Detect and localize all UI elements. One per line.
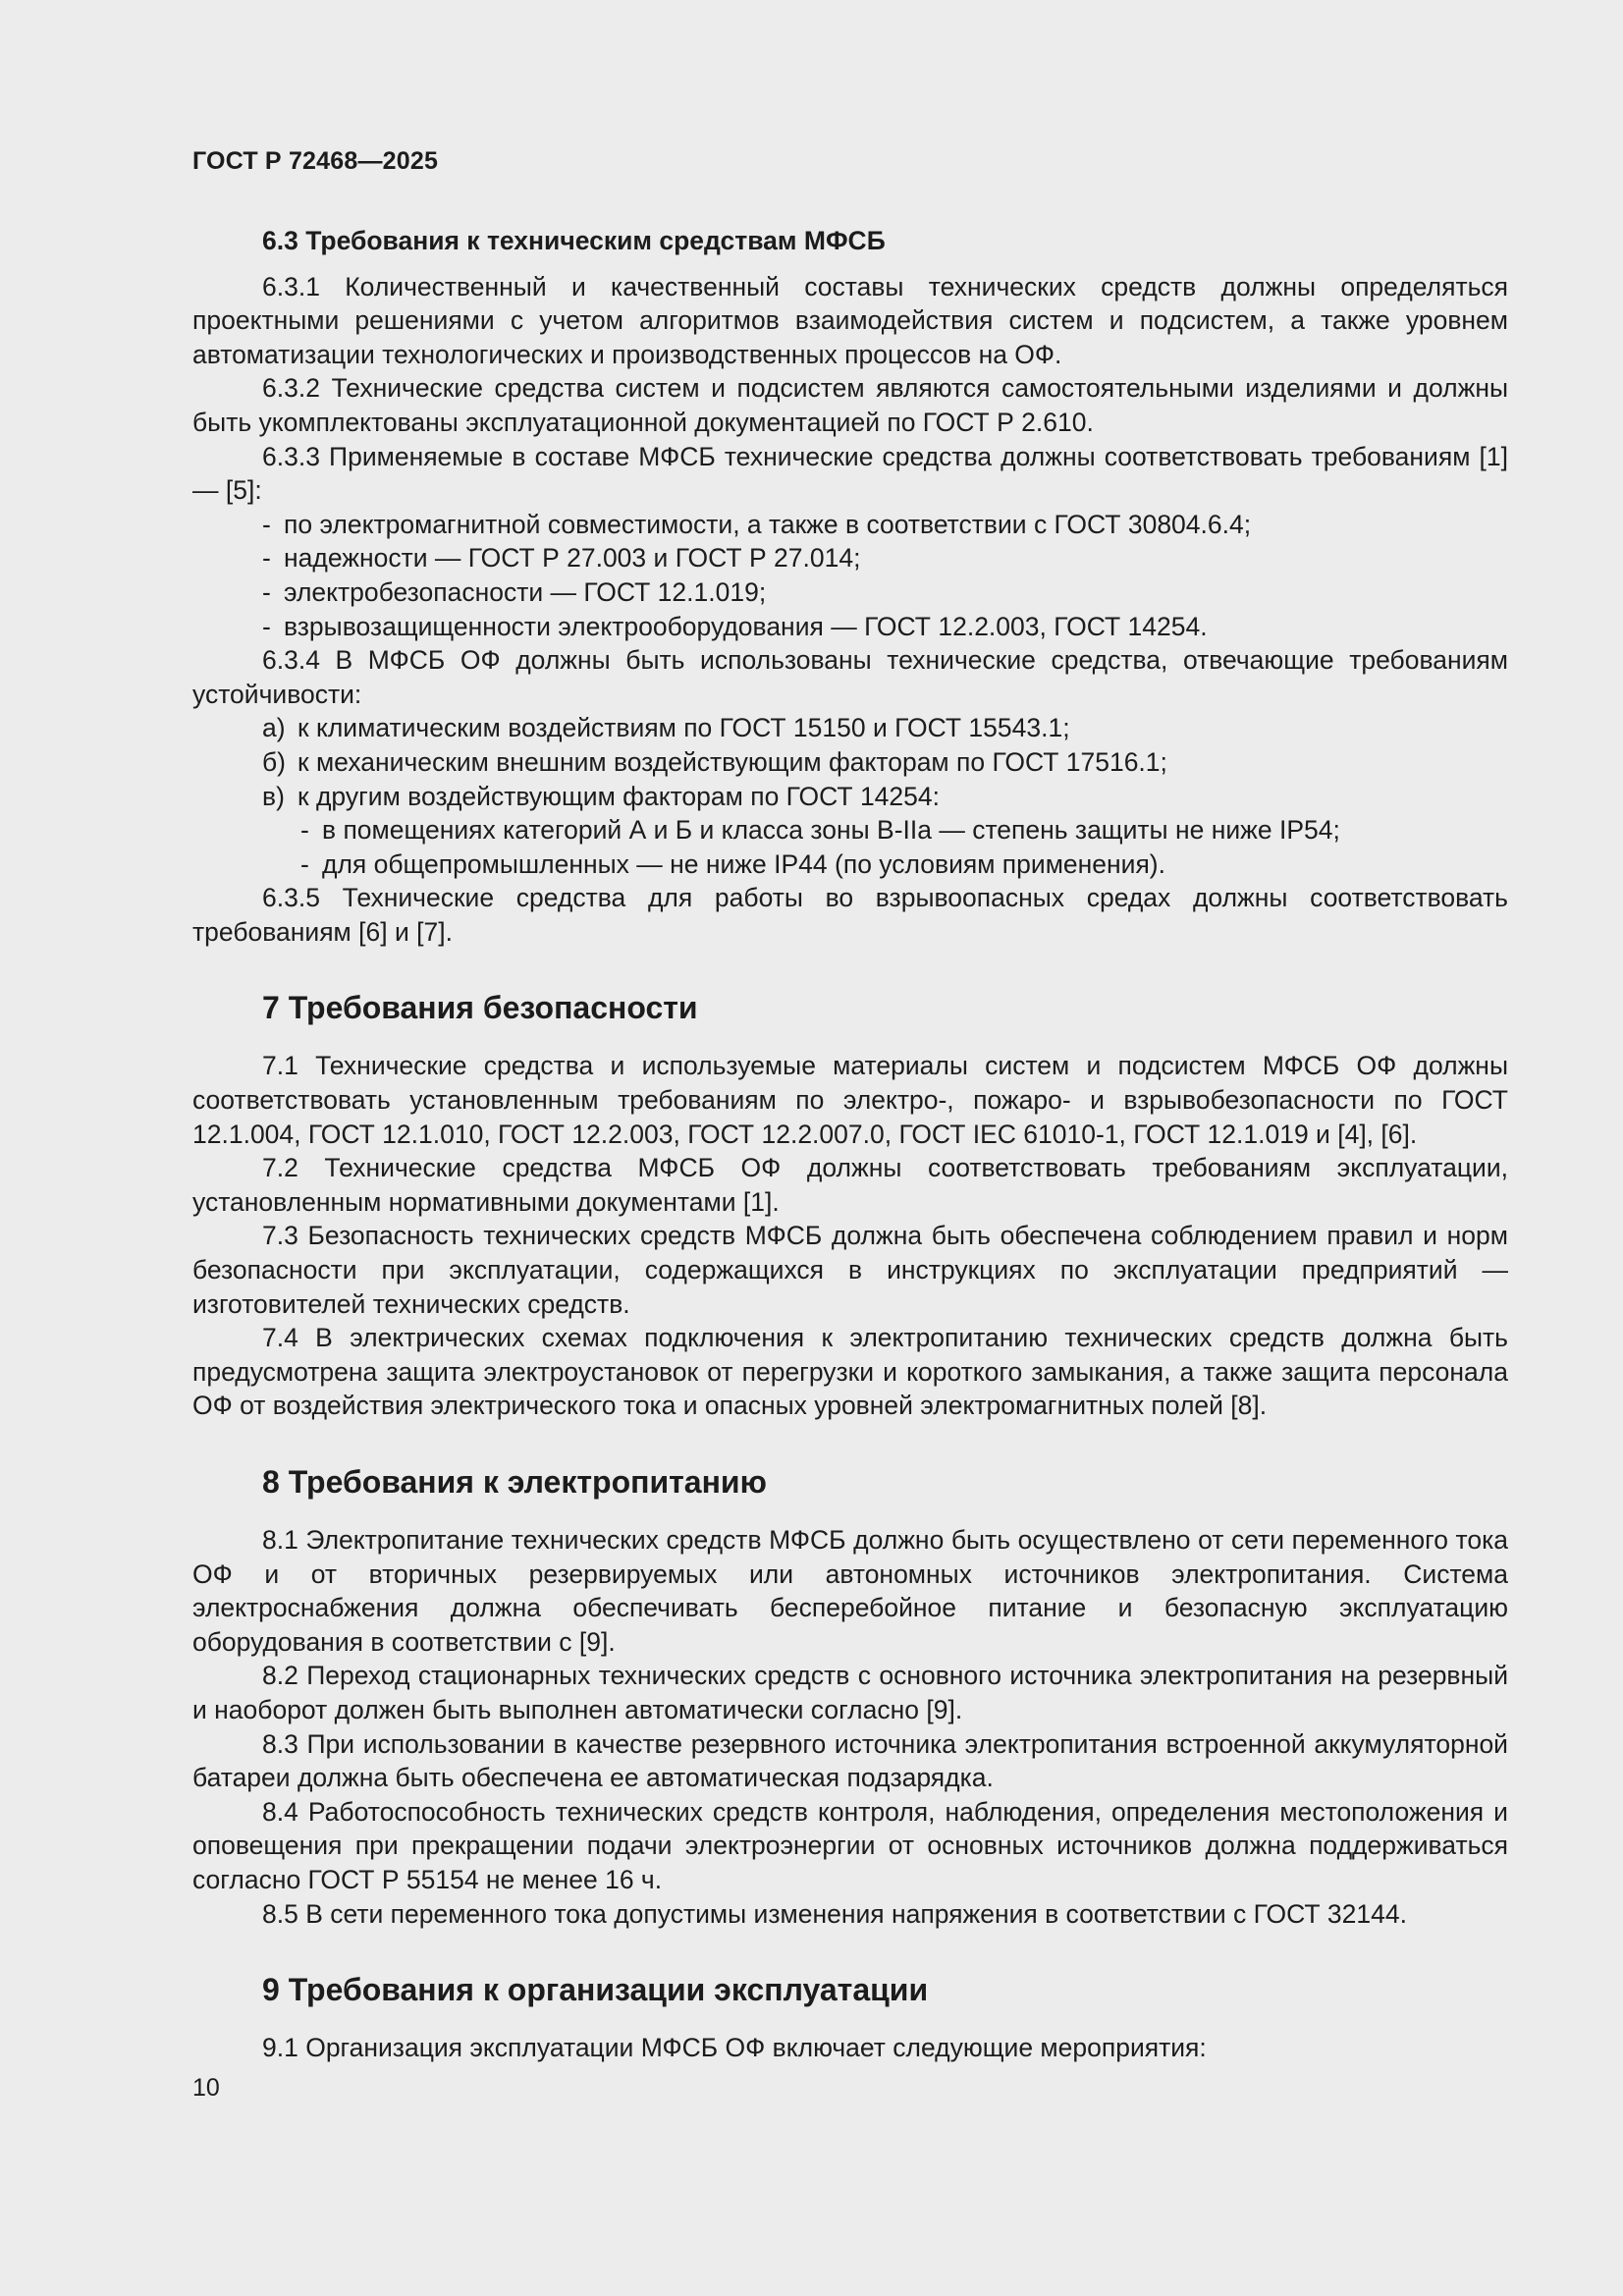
page-number: 10 xyxy=(192,2074,220,2102)
list-item-text: надежности — ГОСТ Р 27.003 и ГОСТ Р 27.014; xyxy=(284,543,861,574)
paragraph-8-4: 8.4 Работоспособность технических средств контроля, наблюдения, определения местоположения и оповещения при прекращении подачи электроэнергии от основных источников должна поддерживаться согласно ГОСТ Р 55154 не менее 16 ч. xyxy=(192,1796,1508,1894)
section-title-8: 8 Требования к электропитанию xyxy=(262,1464,767,1500)
paragraph-6-3-1: 6.3.1 Количественный и качественный составы технических средств должны определяться проектными решениями с учетом алгоритмов взаимодействия систем и подсистем, а также уровнем автоматизации технологических и производственных процессов на ОФ. xyxy=(192,271,1508,369)
paragraph-6-3-4: 6.3.4 В МФСБ ОФ должны быть использованы технические средства, отвечающие требованиям устойчивости: xyxy=(192,645,1508,709)
list-marker: б) xyxy=(262,746,287,777)
document-header: ГОСТ Р 72468—2025 xyxy=(192,147,439,175)
list-item xyxy=(262,575,1508,610)
list-marker: - xyxy=(300,815,309,846)
list-marker: - xyxy=(300,848,309,879)
list-item xyxy=(262,610,1508,644)
list-item-text: к другим воздействующим факторам по ГОСТ 14254: xyxy=(298,781,940,811)
paragraph-7-2: 7.2 Технические средства МФСБ ОФ должны соответствовать требованиям эксплуатации, установленным нормативными документами [1]. xyxy=(192,1153,1508,1217)
paragraph-7-3: 7.3 Безопасность технических средств МФСБ должна быть обеспечена соблюдением правил и норм безопасности при эксплуатации, содержащихся в инструкциях по эксплуатации предприятий — изготовителей технических средств. xyxy=(192,1221,1508,1319)
list-item-text: в помещениях категорий А и Б и класса зоны В-IIа — степень защиты не ниже IP54; xyxy=(322,815,1340,846)
list-item-text: электробезопасности — ГОСТ 12.1.019; xyxy=(284,576,767,607)
paragraph-8-1: 8.1 Электропитание технических средств МФСБ должно быть осуществлено от сети переменного тока ОФ и от вторичных резервируемых или автономных источников электропитания. Система электроснабжения должна обеспечивать бесперебойное питание и безопасную эксплуатацию оборудования в соответствии с [9]. xyxy=(192,1525,1508,1657)
list-item xyxy=(262,780,1508,814)
list-item-text: взрывозащищенности электрооборудования — ГОСТ 12.2.003, ГОСТ 14254. xyxy=(284,611,1208,641)
page-content xyxy=(192,224,1508,2065)
paragraph-7-4: 7.4 В электрических схемах подключения к электропитанию технических средств должна быть предусмотрена защита электроустановок от перегрузки и короткого замыкания, а также защита персонала ОФ от воздействия электрического тока и опасных уровней электромагнитных полей [8]. xyxy=(192,1323,1508,1421)
list-item xyxy=(262,508,1508,542)
paragraph-6-3-3: 6.3.3 Применяемые в составе МФСБ технические средства должны соответствовать требованиям [1] — [5]: xyxy=(192,441,1508,506)
list-marker: - xyxy=(262,576,271,607)
list-marker: а) xyxy=(262,713,286,743)
list-item-text: для общепромышленных — не ниже IP44 (по условиям применения). xyxy=(322,848,1165,879)
list-item-text: по электромагнитной совместимости, а также в соответствии с ГОСТ 30804.6.4; xyxy=(284,509,1252,539)
list-marker: - xyxy=(262,543,271,574)
list-item xyxy=(262,711,1508,745)
section-title-7: 7 Требования безопасности xyxy=(262,990,698,1026)
paragraph-9-1: 9.1 Организация эксплуатации МФСБ ОФ включает следующие мероприятия: xyxy=(262,2033,1207,2063)
paragraph-8-5: 8.5 В сети переменного тока допустимы изменения напряжения в соответствии с ГОСТ 32144. xyxy=(262,1898,1407,1929)
paragraph-6-3-5: 6.3.5 Технические средства для работы во взрывоопасных средах должны соответствовать требованиям [6] и [7]. xyxy=(192,883,1508,947)
list-marker: - xyxy=(262,509,271,539)
list-item-text: к механическим внешним воздействующим факторам по ГОСТ 17516.1; xyxy=(298,746,1167,777)
paragraph-7-1: 7.1 Технические средства и используемые материалы систем и подсистем МФСБ ОФ должны соответствовать установленным требованиям по электро-, пожаро- и взрывобезопасности по ГОСТ 12.1.004, ГОСТ 12.1.010, ГОСТ 12.2.003, ГОСТ 12.2.007.0, ГОСТ IEC 61010-1, ГОСТ 12.1.019 и [4], [6]. xyxy=(192,1051,1508,1149)
paragraph-8-2: 8.2 Переход стационарных технических средств с основного источника электропитания на резервный и наоборот должен быть выполнен автоматически согласно [9]. xyxy=(192,1661,1508,1724)
paragraph-6-3-2: 6.3.2 Технические средства систем и подсистем являются самостоятельными изделиями и должны быть укомплектованы эксплуатационной документацией по ГОСТ Р 2.610. xyxy=(192,373,1508,437)
list-item xyxy=(300,847,1508,882)
list-item xyxy=(262,745,1508,780)
list-item-text: к климатическим воздействиям по ГОСТ 15150 и ГОСТ 15543.1; xyxy=(298,713,1070,743)
subsection-title-6-3: 6.3 Требования к техническим средствам МФСБ xyxy=(262,226,886,255)
list-marker: - xyxy=(262,611,271,641)
list-marker: в) xyxy=(262,781,285,811)
list-item xyxy=(262,541,1508,575)
section-title-9: 9 Требования к организации эксплуатации xyxy=(262,1972,929,2008)
paragraph-8-3: 8.3 При использовании в качестве резервного источника электропитания встроенной аккумуляторной батареи должна быть обеспечена ее автоматическая подзарядка. xyxy=(192,1728,1508,1793)
list-item xyxy=(300,813,1508,847)
